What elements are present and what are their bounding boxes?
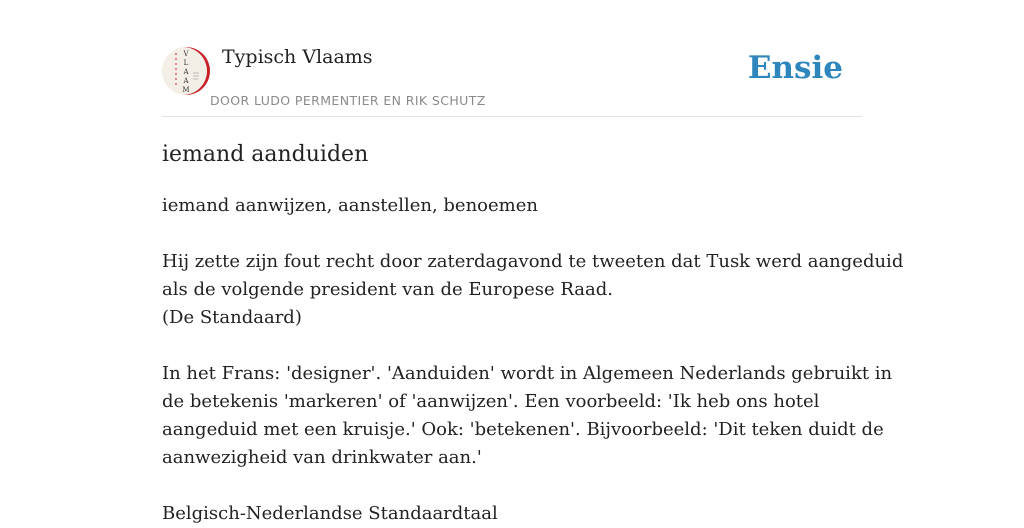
svg-text:A: A bbox=[183, 77, 189, 85]
svg-text:V: V bbox=[183, 50, 189, 58]
post-title: iemand aanduiden bbox=[162, 142, 369, 167]
site-header bbox=[162, 44, 862, 117]
svg-text:M: M bbox=[182, 86, 190, 94]
svg-text:L: L bbox=[183, 59, 189, 67]
ensie-brand-link[interactable]: Ensie bbox=[747, 50, 843, 86]
example-line: Hij zette zijn fout recht door zaterdagavond te tweeten dat Tusk werd aangeduid bbox=[162, 251, 904, 272]
logo-graphic bbox=[162, 47, 210, 95]
post-content bbox=[162, 138, 904, 528]
explanation-line: aanwezigheid van drinkwater aan.' bbox=[162, 447, 482, 468]
explanation-line: de betekenis 'markeren' of 'aanwijzen'. Een voorbeeld: 'Ik heb ons hotel bbox=[162, 391, 820, 412]
post-example bbox=[162, 248, 904, 332]
post-definition: iemand aanwijzen, aanstellen, benoemen bbox=[162, 195, 538, 216]
post-explanation bbox=[162, 360, 893, 472]
example-line: als de volgende president van de Europese Raad. bbox=[162, 279, 614, 300]
example-source: (De Standaard) bbox=[162, 307, 302, 328]
explanation-line: In het Frans: 'designer'. 'Aanduiden' wordt in Algemeen Nederlands gebruikt in bbox=[162, 363, 893, 384]
book-cover-logo-icon[interactable] bbox=[162, 47, 210, 95]
blog-title-link[interactable]: Typisch Vlaams bbox=[222, 46, 373, 68]
post-footer-note: Belgisch-Nederlandse Standaardtaal bbox=[162, 503, 498, 524]
authors-byline: DOOR LUDO PERMENTIER EN RIK SCHUTZ bbox=[210, 93, 486, 108]
explanation-line: aangeduid met een kruisje.' Ook: 'betekenen'. Bijvoorbeeld: 'Dit teken duidt de bbox=[162, 419, 884, 440]
svg-text:A: A bbox=[183, 68, 189, 76]
